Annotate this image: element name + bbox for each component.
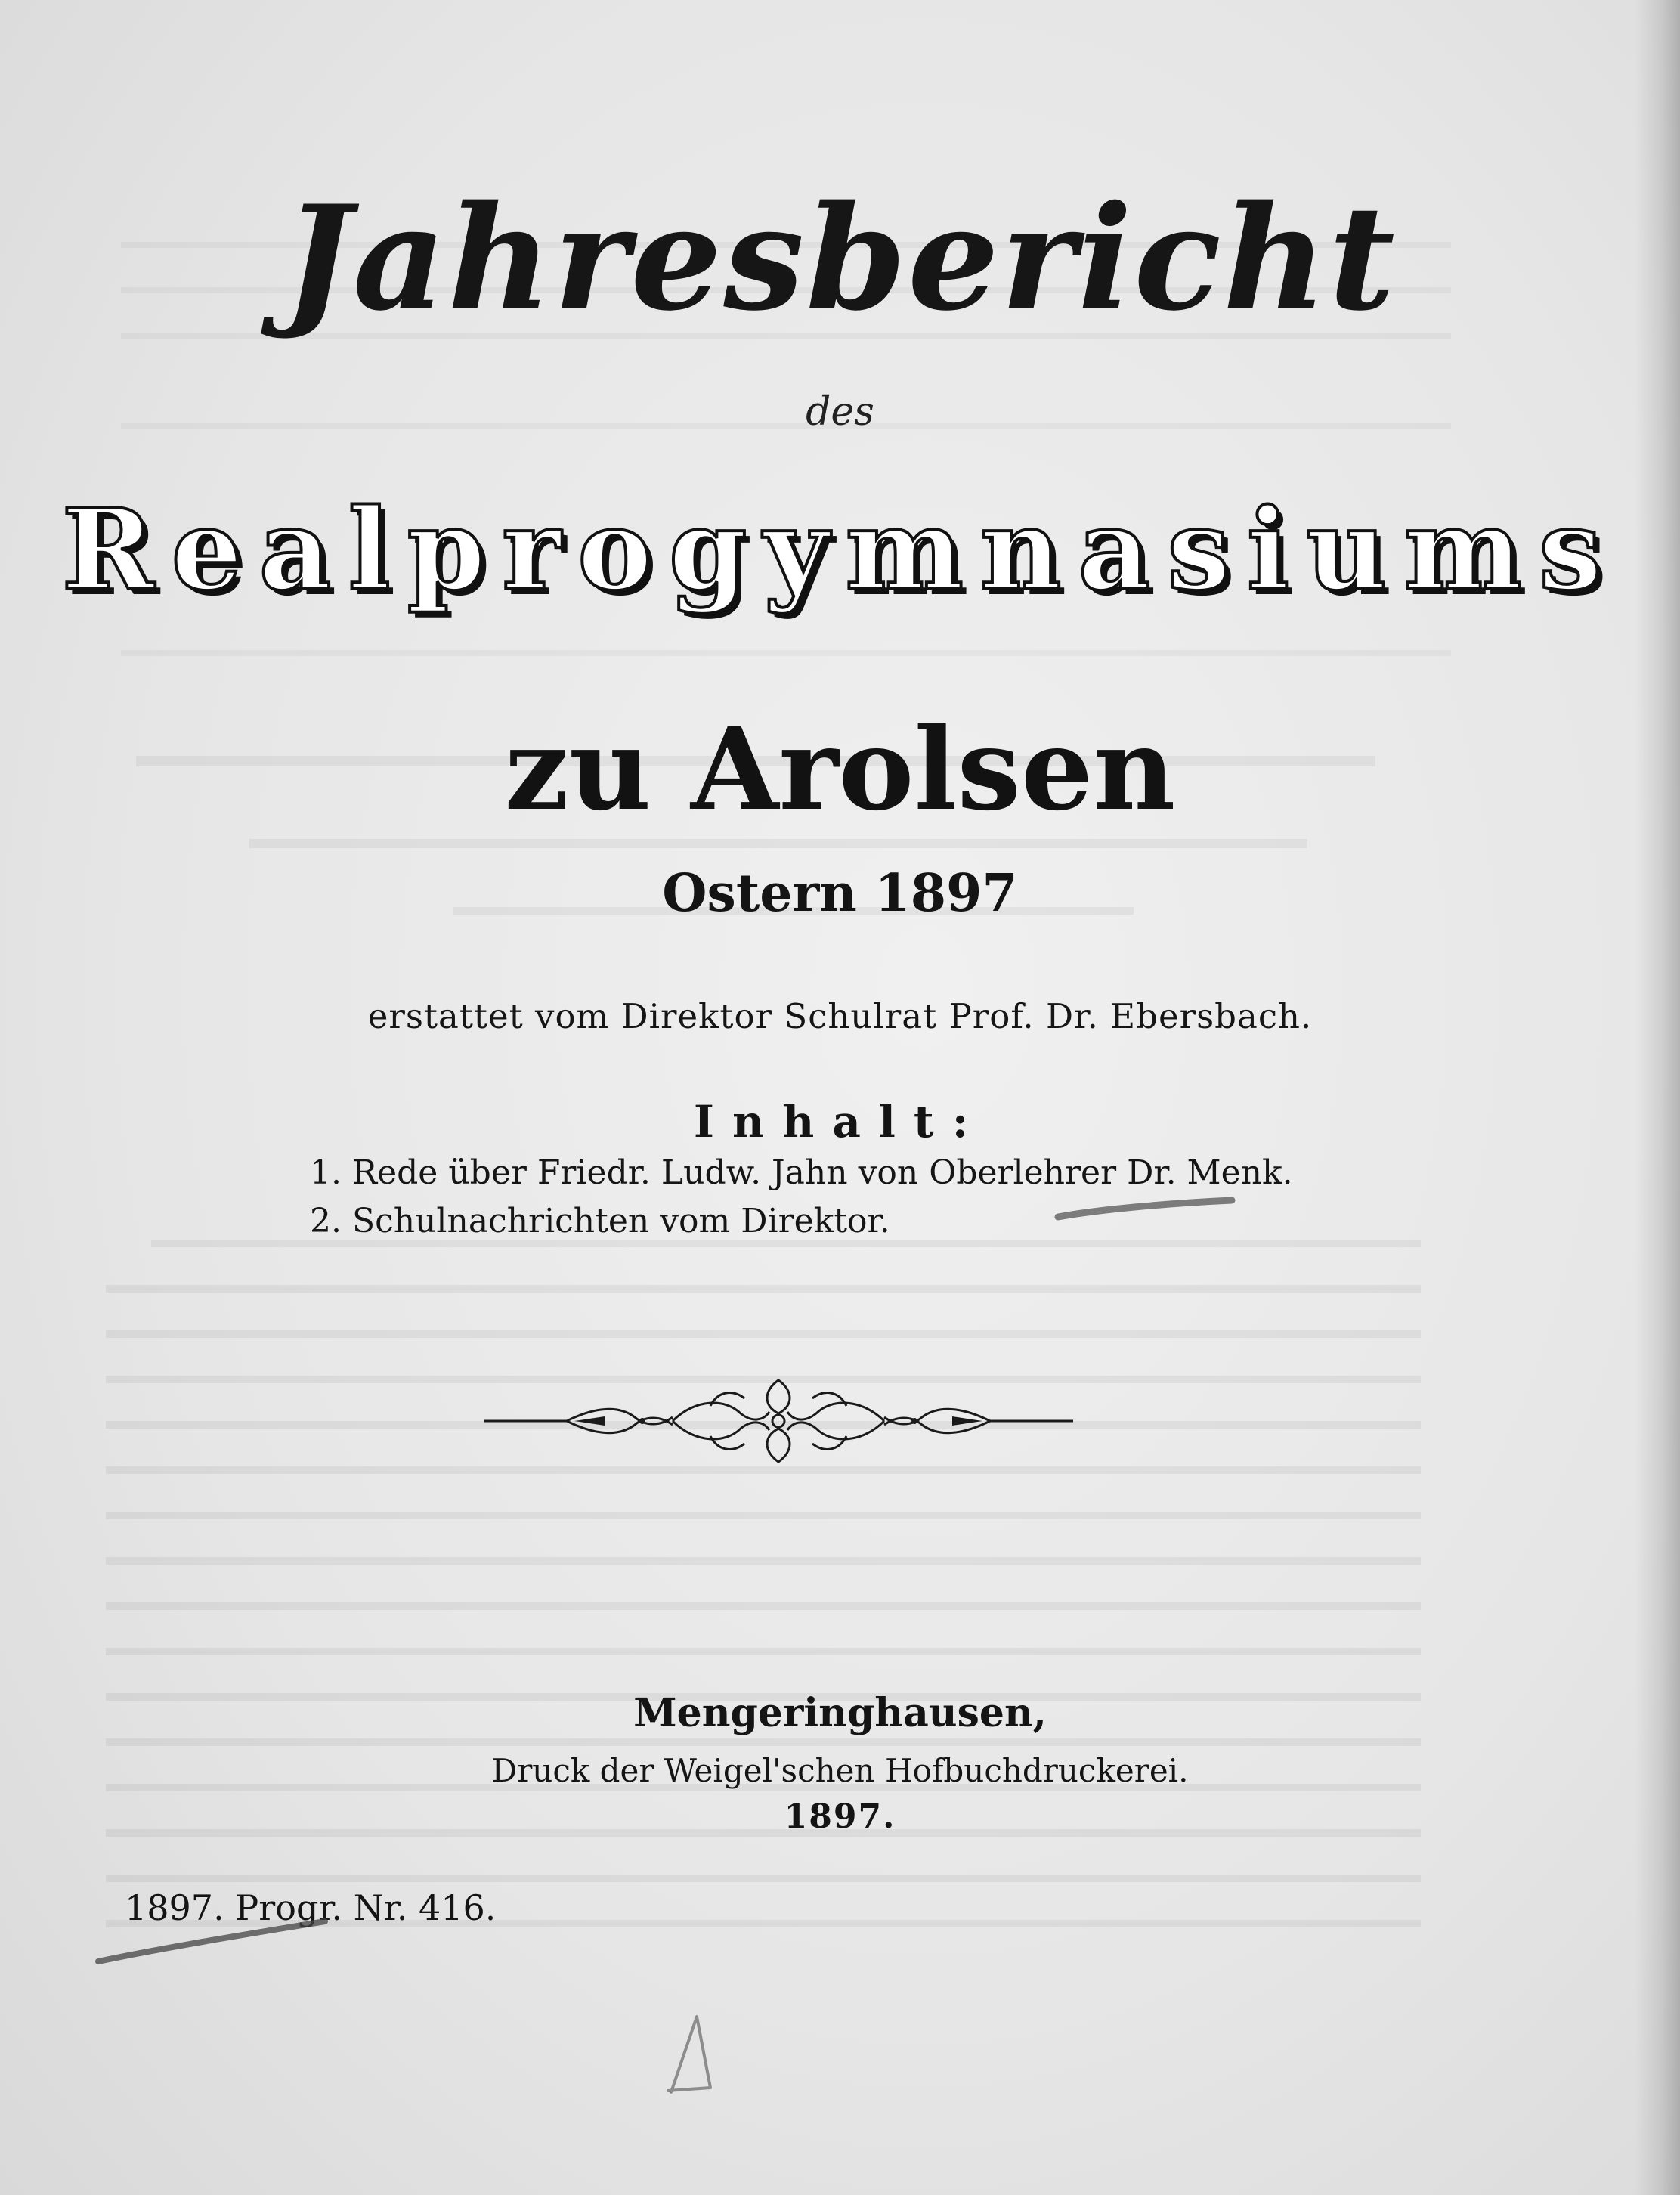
date-line: Ostern 1897	[662, 863, 1018, 924]
handwritten-pencil-mark	[657, 2003, 733, 2101]
imprint-printer: Druck der Weigel'schen Hofbuchdruckerei.	[491, 1752, 1189, 1789]
title-jahresbericht: Jahresbericht	[283, 174, 1397, 342]
program-number: 1897. Progr. Nr. 416.	[125, 1887, 497, 1928]
contents-heading: Inhalt:	[693, 1096, 987, 1147]
title-des: des	[806, 389, 874, 435]
decorative-ornament-divider	[484, 1376, 1073, 1466]
author-line: erstattet vom Direktor Schulrat Prof. Dr. Ebersbach.	[367, 996, 1313, 1036]
imprint-year: 1897.	[784, 1797, 896, 1836]
title-realprogymnasiums: Realprogymnasiums	[61, 484, 1619, 615]
title-zu-arolsen: zu Arolsen	[504, 703, 1176, 836]
page-edge-shadow	[1635, 0, 1680, 2195]
contents-item: 2. Schulnachrichten vom Direktor.	[310, 1202, 890, 1240]
contents-list	[310, 1149, 1293, 1246]
imprint-place: Mengeringhausen,	[633, 1690, 1047, 1736]
contents-item: 1. Rede über Friedr. Ludw. Jahn von Oberlehrer Dr. Menk.	[310, 1153, 1293, 1192]
